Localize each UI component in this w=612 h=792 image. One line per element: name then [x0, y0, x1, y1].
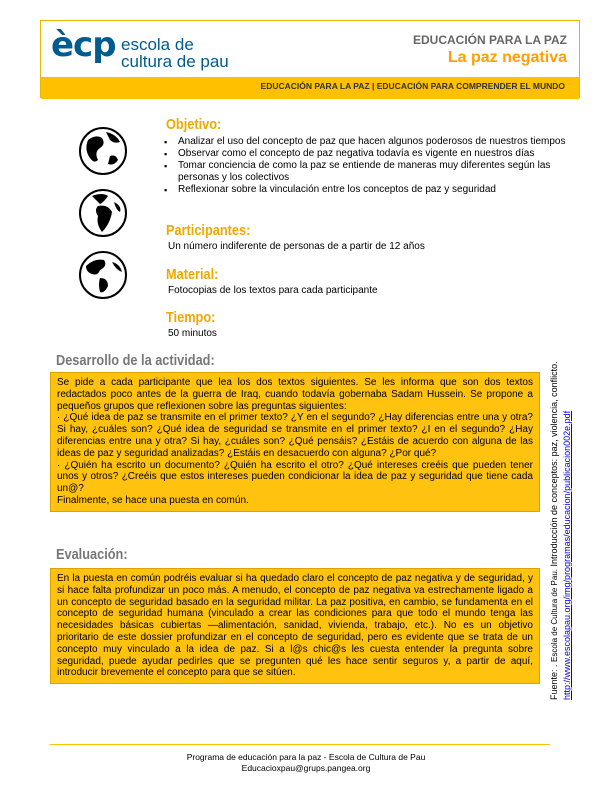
- header-bar: [41, 77, 579, 99]
- header-title: EDUCACIÓN PARA LA PAZ: [413, 33, 567, 47]
- tiempo-text: 50 minutos: [168, 328, 217, 339]
- desarrollo-box: [50, 372, 540, 512]
- logo-mark: ècp: [51, 25, 116, 65]
- footer-divider: [50, 744, 550, 745]
- paragraph: Finalmente, se hace una puesta en común.: [57, 494, 249, 506]
- footer-line2: Educacioxpau@grups.pangea.org: [241, 763, 371, 773]
- globe-icon: [78, 250, 128, 300]
- footer-line1: Programa de educación para la paz - Escola de Cultura de Pau: [186, 752, 426, 762]
- objetivo-title: Objetivo:: [166, 116, 222, 133]
- list-item: ▪ Reflexionar sobre la vinculación entre los conceptos de paz y seguridad: [164, 184, 584, 196]
- paragraph: · ¿Qué idea de paz se transmite en el primer texto? ¿Y en el segundo? ¿Hay diferencias entre una y otra? Si hay, ¿cuáles son? ¿Qué idea de seguridad se transmite en el primer texto? ¿I en el segundo? ¿Hay diferencias entre una y otra? Si hay, ¿cuáles son? ¿Qué pensáis? ¿Estáis de acuerdo con alguna de las ideas de paz y seguridad analizadas? ¿Estáis en desacuerdo con alguna? ¿Por qué?: [57, 412, 533, 459]
- source-title: Introducción de conceptos: paz, violencia, conflicto.: [549, 361, 559, 567]
- participantes-text: Un número indiferente de personas de a partir de 12 años: [168, 241, 425, 252]
- list-item: ▪ Analizar el uso del concepto de paz que hacen algunos poderosos de nuestros tiempos: [164, 136, 584, 148]
- objetivo-list: [164, 136, 584, 196]
- header-bar-text: EDUCACIÓN PARA LA PAZ | EDUCACIÓN PARA COMPRENDER EL MUNDO: [260, 81, 565, 91]
- source-org: Escola de Cultura de Pau.: [550, 569, 559, 662]
- tiempo-title: Tiempo:: [166, 309, 216, 326]
- evaluacion-title: Evaluación:: [56, 546, 128, 563]
- list-item: ▪ Tomar conciencia de como la paz se entiende de maneras muy diferentes según las personas y los colectivos: [164, 160, 584, 184]
- source-link[interactable]: http://www.escolapau.org/img/programas/educacion/publicacion002e.pdf: [562, 410, 572, 700]
- material-text: Fotocopias de los textos para cada participante: [168, 285, 378, 296]
- logo-text-line1: escola de: [121, 35, 194, 54]
- material-title: Material:: [166, 266, 219, 283]
- paragraph: En la puesta en común podréis evaluar si ha quedado claro el concepto de paz negativa y de seguridad, y si hace falta profundizar un poco más. A menudo, el concepto de paz negativa va estrechamente ligado a un concepto de seguridad basado en la seguridad militar. La paz positiva, en cambio, se fundamenta en el concepto de seguridad humana (vinculado a crear las condiciones para que todo el mundo tenga las necesidades básicas cubiertas —alimentación, sanidad, vivienda, trabajo, etc.). No es un objetivo prioritario de este dossier profundizar en el concepto de seguridad, pero es evidente que se trata de un concepto muy vinculado a la idea de paz. Si a l@s chic@s les cuesta entender la pregunta sobre seguridad, puede ayudar pedirles que se pregunten qué les hace sentir seguros y, a partir de aquí, introducir brevemente el concepto para que se sitúen.: [57, 573, 533, 679]
- evaluacion-box: [50, 568, 540, 684]
- globe-icon: [78, 188, 128, 238]
- paragraph: · ¿Quién ha escrito un documento? ¿Quién ha escrito el otro? ¿Qué intereses creéis que pueden tener unos y otros? ¿Creéis que estos intereses pueden condicionar la idea de paz y seguridad que tiene cada un@?: [57, 459, 533, 495]
- logo-text-line2: cultura de pau: [121, 52, 229, 71]
- page-header: [40, 20, 580, 98]
- source-label: Fuente: .: [549, 664, 559, 700]
- paragraph: Se pide a cada participante que lea los dos textos siguientes. Se les informa que son dos textos redactados poco antes de la guerra de Iraq, cuando todavía gobernaba Sadam Hussein. Se propone a pequeños grupos que reflexionen sobre las preguntas siguientes:: [57, 377, 533, 412]
- header-subtitle: La paz negativa: [447, 49, 567, 66]
- desarrollo-title: Desarrollo de la actividad:: [56, 352, 215, 369]
- globe-icon: [78, 126, 128, 176]
- header-top: [41, 21, 579, 77]
- source-citation: [548, 320, 573, 700]
- list-item: ▪ Observar como el concepto de paz negativa todavía es vigente en nuestros días: [164, 148, 584, 160]
- participantes-title: Participantes:: [166, 222, 251, 239]
